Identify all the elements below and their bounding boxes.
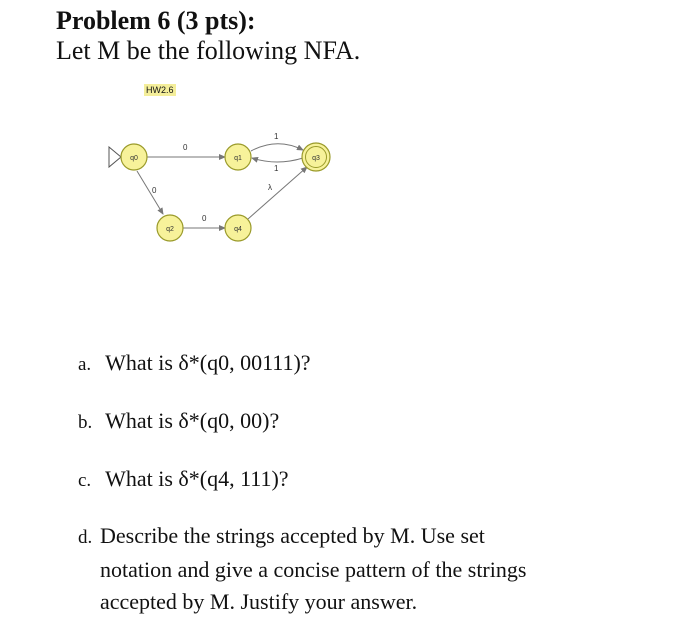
svg-text:q2: q2	[166, 226, 174, 233]
question-d-line-3: accepted by M. Justify your answer.	[100, 589, 418, 614]
question-d	[78, 520, 638, 618]
problem-intro: Let M be the following NFA.	[56, 36, 361, 65]
label-q0-q1: 0	[183, 143, 188, 152]
start-state-marker	[109, 147, 121, 167]
edge-q4-q3	[248, 167, 307, 219]
edge-q1-q3	[251, 144, 303, 151]
label-q1-q3: 1	[274, 132, 279, 141]
svg-text:q4: q4	[234, 226, 242, 233]
question-d-line-2: notation and give a concise pattern of the strings	[100, 557, 527, 582]
label-q0-q2: 0	[152, 186, 157, 195]
diagram-label: HW2.6	[146, 85, 174, 95]
label-q2-q4: 0	[202, 214, 207, 223]
question-b-label: b.	[78, 412, 93, 433]
question-b-text: What is δ*(q0, 00)?	[105, 408, 280, 433]
nfa-diagram	[0, 0, 700, 300]
question-c-label: c.	[78, 470, 92, 491]
problem-title: Problem 6 (3 pts):	[56, 6, 256, 35]
question-b	[78, 408, 279, 434]
svg-text:q3: q3	[312, 155, 320, 162]
question-d-line-1	[78, 520, 638, 554]
state-q0	[121, 144, 147, 170]
edge-q3-q1	[252, 158, 303, 162]
edge-q0-q2	[137, 171, 163, 214]
state-q2	[157, 215, 183, 241]
question-c-text: What is δ*(q4, 111)?	[105, 466, 289, 491]
state-q1	[225, 144, 251, 170]
question-d-label: d.	[78, 527, 93, 548]
svg-text:q1: q1	[234, 155, 242, 162]
question-d-text-1: Describe the strings accepted by M. Use set	[100, 523, 485, 548]
svg-text:q0: q0	[130, 155, 138, 162]
label-q4-q3: λ	[268, 183, 272, 192]
question-a	[78, 350, 311, 376]
question-a-text: What is δ*(q0, 00111)?	[105, 350, 311, 375]
state-q4	[225, 215, 251, 241]
question-c	[78, 466, 289, 492]
state-q3-accepting	[302, 143, 330, 171]
question-a-label: a.	[78, 354, 92, 375]
label-q3-q1: 1	[274, 164, 279, 173]
